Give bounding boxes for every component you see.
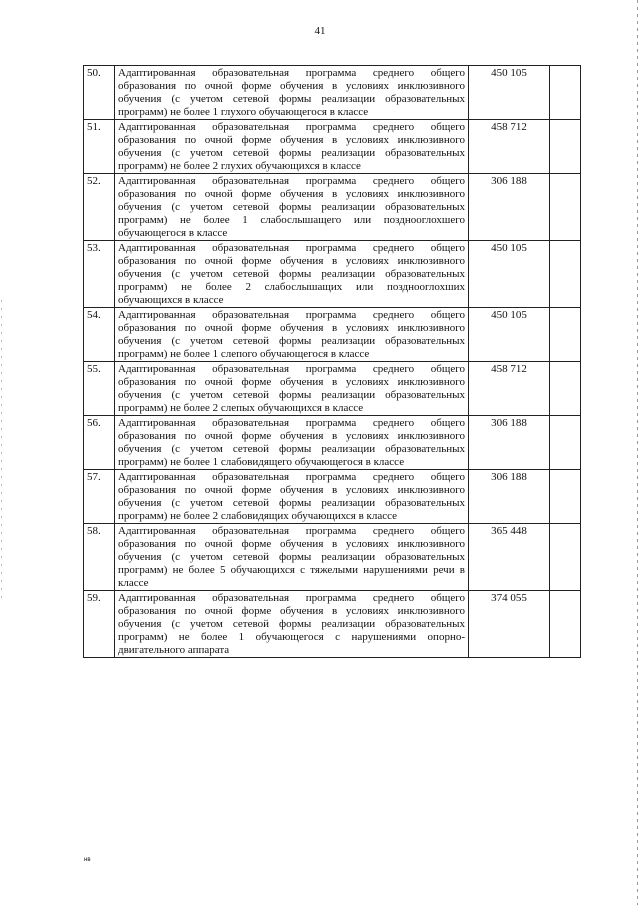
empty-cell (550, 174, 581, 241)
row-number: 59. (84, 591, 115, 658)
table-row (84, 591, 581, 658)
program-description: Адаптированная образовательная программа среднего общего образования по очной форме обучения в условиях инклюзивного обучения (с учетом сетевой формы реализации образовательных программ) не более 1 обучающегося с нарушениями опорно-двигательного аппарата (115, 591, 469, 658)
cost-value: 458 712 (469, 120, 550, 174)
table-row (84, 524, 581, 591)
cost-value: 450 105 (469, 308, 550, 362)
program-cost-table (83, 65, 581, 658)
table-row (84, 120, 581, 174)
program-description: Адаптированная образовательная программа среднего общего образования по очной форме обучения в условиях инклюзивного обучения (с учетом сетевой формы реализации образовательных программ) не более 2 слепых обучающихся в классе (115, 362, 469, 416)
program-description: Адаптированная образовательная программа среднего общего образования по очной форме обучения в условиях инклюзивного обучения (с учетом сетевой формы реализации образовательных программ) не более 5 обучающихся с тяжелыми нарушениями речи в классе (115, 524, 469, 591)
footer-code: нв (84, 857, 91, 863)
cost-value: 374 055 (469, 591, 550, 658)
table-row (84, 174, 581, 241)
row-number: 52. (84, 174, 115, 241)
program-description: Адаптированная образовательная программа среднего общего образования по очной форме обучения в условиях инклюзивного обучения (с учетом сетевой формы реализации образовательных программ) не более 1 глухого обучающегося в классе (115, 66, 469, 120)
cost-value: 458 712 (469, 362, 550, 416)
cost-value: 450 105 (469, 66, 550, 120)
table-row (84, 66, 581, 120)
empty-cell (550, 66, 581, 120)
empty-cell (550, 120, 581, 174)
empty-cell (550, 241, 581, 308)
row-number: 53. (84, 241, 115, 308)
row-number: 56. (84, 416, 115, 470)
empty-cell (550, 308, 581, 362)
row-number: 50. (84, 66, 115, 120)
cost-value: 306 188 (469, 416, 550, 470)
cost-value: 306 188 (469, 470, 550, 524)
empty-cell (550, 524, 581, 591)
program-description: Адаптированная образовательная программа среднего общего образования по очной форме обучения в условиях инклюзивного обучения (с учетом сетевой формы реализации образовательных программ) не более 1 слабослышащего или позднооглохшего обучающегося в классе (115, 174, 469, 241)
cost-value: 306 188 (469, 174, 550, 241)
table-row (84, 362, 581, 416)
row-number: 57. (84, 470, 115, 524)
program-description: Адаптированная образовательная программа среднего общего образования по очной форме обучения в условиях инклюзивного обучения (с учетом сетевой формы реализации образовательных программ) не более 2 глухих обучающихся в классе (115, 120, 469, 174)
empty-cell (550, 470, 581, 524)
table-row (84, 241, 581, 308)
empty-cell (550, 362, 581, 416)
page-number: 41 (314, 25, 326, 37)
program-description: Адаптированная образовательная программа среднего общего образования по очной форме обучения в условиях инклюзивного обучения (с учетом сетевой формы реализации образовательных программ) не более 2 слабослышащих или позднооглохших обучающихся в классе (115, 241, 469, 308)
program-description: Адаптированная образовательная программа среднего общего образования по очной форме обучения в условиях инклюзивного обучения (с учетом сетевой формы реализации образовательных программ) не более 1 слабовидящего обучающегося в классе (115, 416, 469, 470)
empty-cell (550, 591, 581, 658)
row-number: 55. (84, 362, 115, 416)
table-row (84, 470, 581, 524)
scan-edge-left (1, 300, 2, 600)
empty-cell (550, 416, 581, 470)
row-number: 54. (84, 308, 115, 362)
cost-value: 450 105 (469, 241, 550, 308)
program-description: Адаптированная образовательная программа среднего общего образования по очной форме обучения в условиях инклюзивного обучения (с учетом сетевой формы реализации образовательных программ) не более 1 слепого обучающегося в классе (115, 308, 469, 362)
program-description: Адаптированная образовательная программа среднего общего образования по очной форме обучения в условиях инклюзивного обучения (с учетом сетевой формы реализации образовательных программ) не более 2 слабовидящих обучающихся в классе (115, 470, 469, 524)
cost-value: 365 448 (469, 524, 550, 591)
row-number: 51. (84, 120, 115, 174)
table-row (84, 416, 581, 470)
table-row (84, 308, 581, 362)
scan-edge-right (637, 0, 638, 905)
row-number: 58. (84, 524, 115, 591)
